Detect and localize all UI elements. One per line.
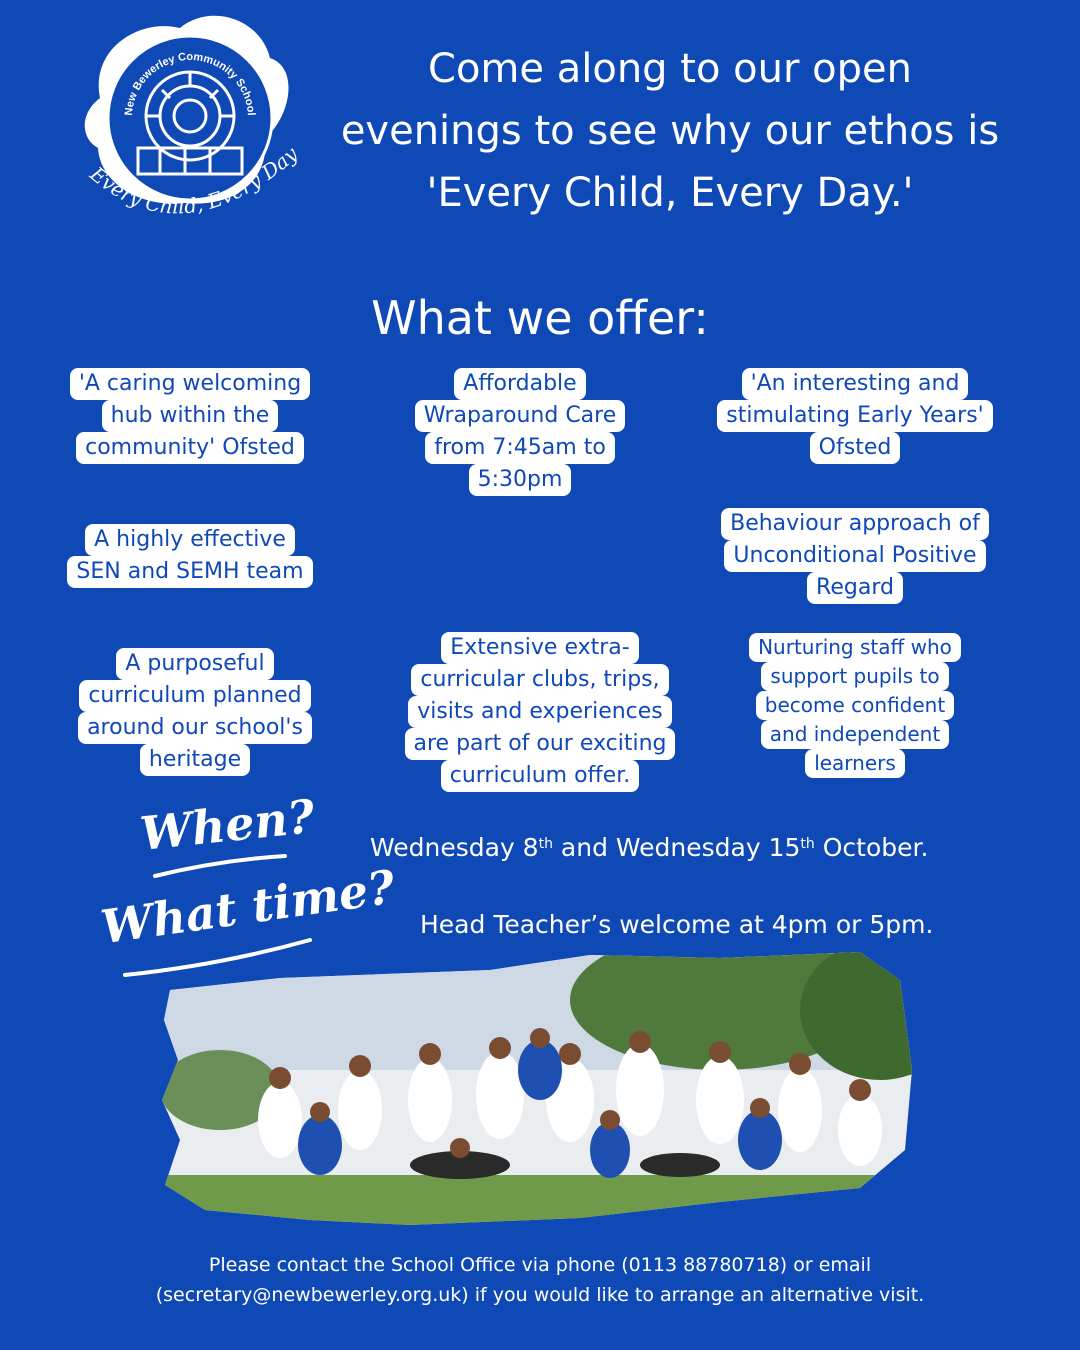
offer-line: SEN and SEMH team (67, 556, 312, 588)
what-time-heading: What time? (97, 859, 399, 955)
offer-line: from 7:45am to (425, 432, 615, 464)
welcome-times: Head Teacher’s welcome at 4pm or 5pm. (420, 910, 934, 939)
logo-motto: Every Child, Every Day (85, 141, 303, 219)
date-text: October. (814, 833, 929, 862)
when-heading: When? (137, 789, 318, 861)
offer-line: become confident (756, 691, 954, 720)
offer-extra-curricular (395, 632, 685, 792)
offer-sen-team (50, 524, 330, 588)
contact-line-2: (secretary@newbewerley.org.uk) if you would like to arrange an alternative visit. (155, 1284, 925, 1306)
offer-early-years (700, 368, 1010, 464)
offer-line: 'An interesting and (742, 368, 969, 400)
offer-line: Nurturing staff who (749, 633, 961, 662)
offer-line: heritage (140, 744, 250, 776)
offer-line: Affordable (454, 368, 585, 400)
offer-nurturing-staff (730, 633, 980, 778)
offer-line: visits and experiences (408, 696, 672, 728)
offer-line: Wraparound Care (415, 400, 626, 432)
logo-school-name: New Bewerley Community School (122, 50, 257, 117)
date-text: and Wednesday 15 (552, 833, 801, 862)
offer-line: and independent (761, 720, 949, 749)
offer-line: curriculum offer. (441, 760, 640, 792)
offer-line: 'A caring welcoming (70, 368, 310, 400)
date-suffix: th (538, 836, 553, 852)
contact-info (90, 1250, 990, 1310)
school-logo (60, 8, 320, 248)
offer-line: curricular clubs, trips, (411, 664, 668, 696)
offer-caring-hub (60, 368, 320, 464)
headline-line-1: Come along to our open (428, 46, 912, 92)
offer-line: Extensive extra- (441, 632, 638, 664)
headline-line-2: evenings to see why our ethos is (340, 108, 1000, 154)
offer-line: curriculum planned (79, 680, 310, 712)
headline-line-3: 'Every Child, Every Day.' (426, 170, 914, 216)
offer-line: Unconditional Positive (724, 540, 985, 572)
group-photo (160, 950, 920, 1235)
open-evening-dates (370, 828, 1010, 868)
date-text: Wednesday 8 (370, 833, 539, 862)
offer-line: Behaviour approach of (721, 508, 989, 540)
school-logo-emblem (60, 8, 320, 248)
offer-line: support pupils to (761, 662, 948, 691)
offer-line: around our school's (78, 712, 312, 744)
offer-line: are part of our exciting (405, 728, 676, 760)
offer-line: stimulating Early Years' (717, 400, 992, 432)
headline (330, 38, 1010, 224)
offer-line: Regard (807, 572, 903, 604)
offer-line: Ofsted (810, 432, 901, 464)
contact-line-1: Please contact the School Office via phone (0113 88780718) or email (208, 1254, 872, 1276)
offer-curriculum-heritage (60, 648, 330, 776)
offer-line: A purposeful (116, 648, 273, 680)
offer-line: learners (805, 749, 905, 778)
offer-line: hub within the (102, 400, 279, 432)
date-suffix: th (800, 836, 815, 852)
offer-wraparound-care (400, 368, 640, 496)
offer-title: What we offer: (371, 291, 709, 345)
offer-line: 5:30pm (469, 464, 572, 496)
offer-line: community' Ofsted (76, 432, 304, 464)
offer-line: A highly effective (85, 524, 295, 556)
group-photo-image (160, 950, 920, 1235)
offer-behaviour-approach (705, 508, 1005, 604)
